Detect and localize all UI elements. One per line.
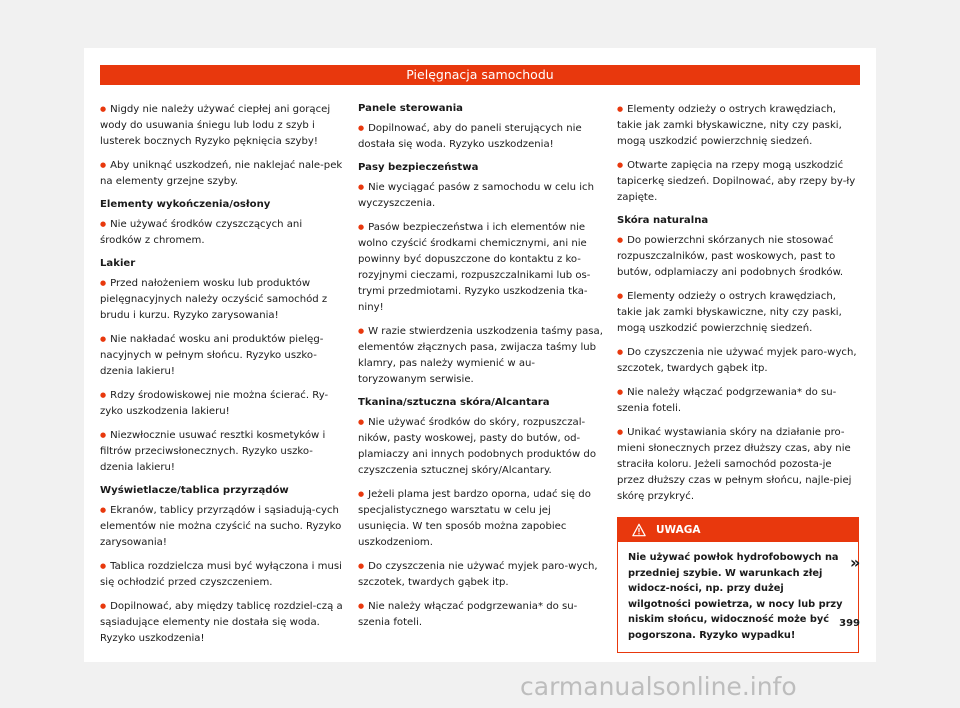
warning-box (617, 517, 859, 653)
section-heading: Panele sterowania (358, 103, 463, 114)
column-1 (100, 101, 345, 654)
list-item: ● Tablica rozdzielcza musi być wyłączona i musi się ochłodzić przed czyszczeniem. (100, 558, 345, 591)
list-item: ● Nigdy nie należy używać ciepłej ani gorącej wody do usuwania śniegu lub lodu z szyb i lusterek bocznych Ryzyko pęknięcia szyby! (100, 101, 345, 150)
section-heading: Wyświetlacze/tablica przyrządów (100, 485, 289, 496)
list-item: ● Niezwłocznie usuwać resztki kosmetyków i filtrów przeciwsłonecznych. Ryzyko uszko-dzenia lakieru! (100, 427, 345, 476)
list-item: ● Do czyszczenia nie używać myjek paro-wych, szczotek, twardych gąbek itp. (358, 558, 603, 591)
warning-title: UWAGA (656, 524, 701, 536)
list-item: ● Nie należy włączać podgrzewania* do su-szenia foteli. (617, 384, 860, 417)
section-heading: Pasy bezpieczeństwa (358, 162, 479, 173)
list-item: ● Nie wyciągać pasów z samochodu w celu ich wyczyszczenia. (358, 179, 603, 212)
list-item: ● Elementy odzieży o ostrych krawędziach, takie jak zamki błyskawiczne, nity czy paski, mogą uszkodzić powierzchnię siedzeń. (617, 288, 860, 337)
warning-triangle-icon (632, 523, 646, 537)
warning-text: Nie używać powłok hydrofobowych na przedniej szybie. W warunkach złej widocz-ności, np. przy dużej wilgotności powietrza, w nocy lub przy niskim słońcu, widoczność może być pogorszona. Ryzyko wypadku! (628, 552, 843, 641)
continue-marker: » (850, 553, 861, 572)
list-item: ● Rdzy środowiskowej nie można ścierać. Ry-zyko uszkodzenia lakieru! (100, 387, 345, 420)
list-item: ● Ekranów, tablicy przyrządów i sąsiadują-cych elementów nie można czyścić na sucho. Ryzyko zarysowania! (100, 502, 345, 551)
section-heading: Tkanina/sztuczna skóra/Alcantara (358, 397, 550, 408)
watermark: carmanualsonline.info (520, 672, 797, 701)
list-item: ● Do powierzchni skórzanych nie stosować rozpuszczalników, past woskowych, past to butów, odplamiaczy ani podobnych środków. (617, 232, 860, 281)
section-heading: Elementy wykończenia/osłony (100, 199, 271, 210)
list-item: ● Jeżeli plama jest bardzo oporna, udać się do specjalistycznego warsztatu w celu jej usunięcia. W ten sposób można zapobiec uszkodzeniom. (358, 486, 603, 551)
list-item: ● Otwarte zapięcia na rzepy mogą uszkodzić tapicerkę siedzeń. Dopilnować, aby rzepy by-ły zapięte. (617, 157, 860, 206)
page-number: 399 (839, 618, 860, 629)
warning-header (618, 518, 858, 542)
list-item: ● W razie stwierdzenia uszkodzenia taśmy pasa, elementów złącznych pasa, zwijacza taśmy lub klamry, pas należy wymienić w au-toryzowanym serwisie. (358, 323, 603, 388)
list-item: ● Nie nakładać wosku ani produktów pielęg-nacyjnych w pełnym słońcu. Ryzyko uszko-dzenia lakieru! (100, 331, 345, 380)
column-2 (358, 101, 603, 638)
list-item: ● Nie używać środków do skóry, rozpuszczal-ników, pasty woskowej, pasty do butów, od-plamiaczy ani innych podobnych produktów do czyszczenia sztucznej skóry/Alcantary. (358, 414, 603, 479)
list-item: ● Pasów bezpieczeństwa i ich elementów nie wolno czyścić środkami chemicznymi, ani nie powinny być dopuszczone do kontaktu z ko-rozyjnymi cieczami, rozpuszczalnikami lub os-trymi przedmiotami. Ryzyko uszkodzenia tka-niny! (358, 219, 603, 316)
column-3 (617, 101, 860, 653)
list-item: ● Dopilnować, aby do paneli sterujących nie dostała się woda. Ryzyko uszkodzenia! (358, 120, 603, 153)
list-item: ● Nie używać środków czyszczących ani środków z chromem. (100, 216, 345, 249)
list-item: ● Elementy odzieży o ostrych krawędziach, takie jak zamki błyskawiczne, nity czy paski, mogą uszkodzić powierzchnię siedzeń. (617, 101, 860, 150)
list-item: ● Aby uniknąć uszkodzeń, nie naklejać nale-pek na elementy grzejne szyby. (100, 157, 345, 190)
list-item: ● Przed nałożeniem wosku lub produktów pielęgnacyjnych należy oczyścić samochód z brudu i kurzu. Ryzyko zarysowania! (100, 275, 345, 324)
list-item: ● Dopilnować, aby między tablicę rozdziel-czą a sąsiadujące elementy nie dostała się woda. Ryzyko uszkodzenia! (100, 598, 345, 647)
section-heading: Skóra naturalna (617, 215, 709, 226)
list-item: ● Nie należy włączać podgrzewania* do su-szenia foteli. (358, 598, 603, 631)
page-header: Pielęgnacja samochodu (100, 65, 860, 85)
section-heading: Lakier (100, 258, 136, 269)
list-item: ● Do czyszczenia nie używać myjek paro-wych, szczotek, twardych gąbek itp. (617, 344, 860, 377)
list-item: ● Unikać wystawiania skóry na działanie pro-mieni słonecznych przez dłuższy czas, aby nie straciła koloru. Jeżeli samochód pozosta-je przez dłuższy czas w pełnym słońcu, najle-piej skórę przykryć. (617, 424, 860, 505)
